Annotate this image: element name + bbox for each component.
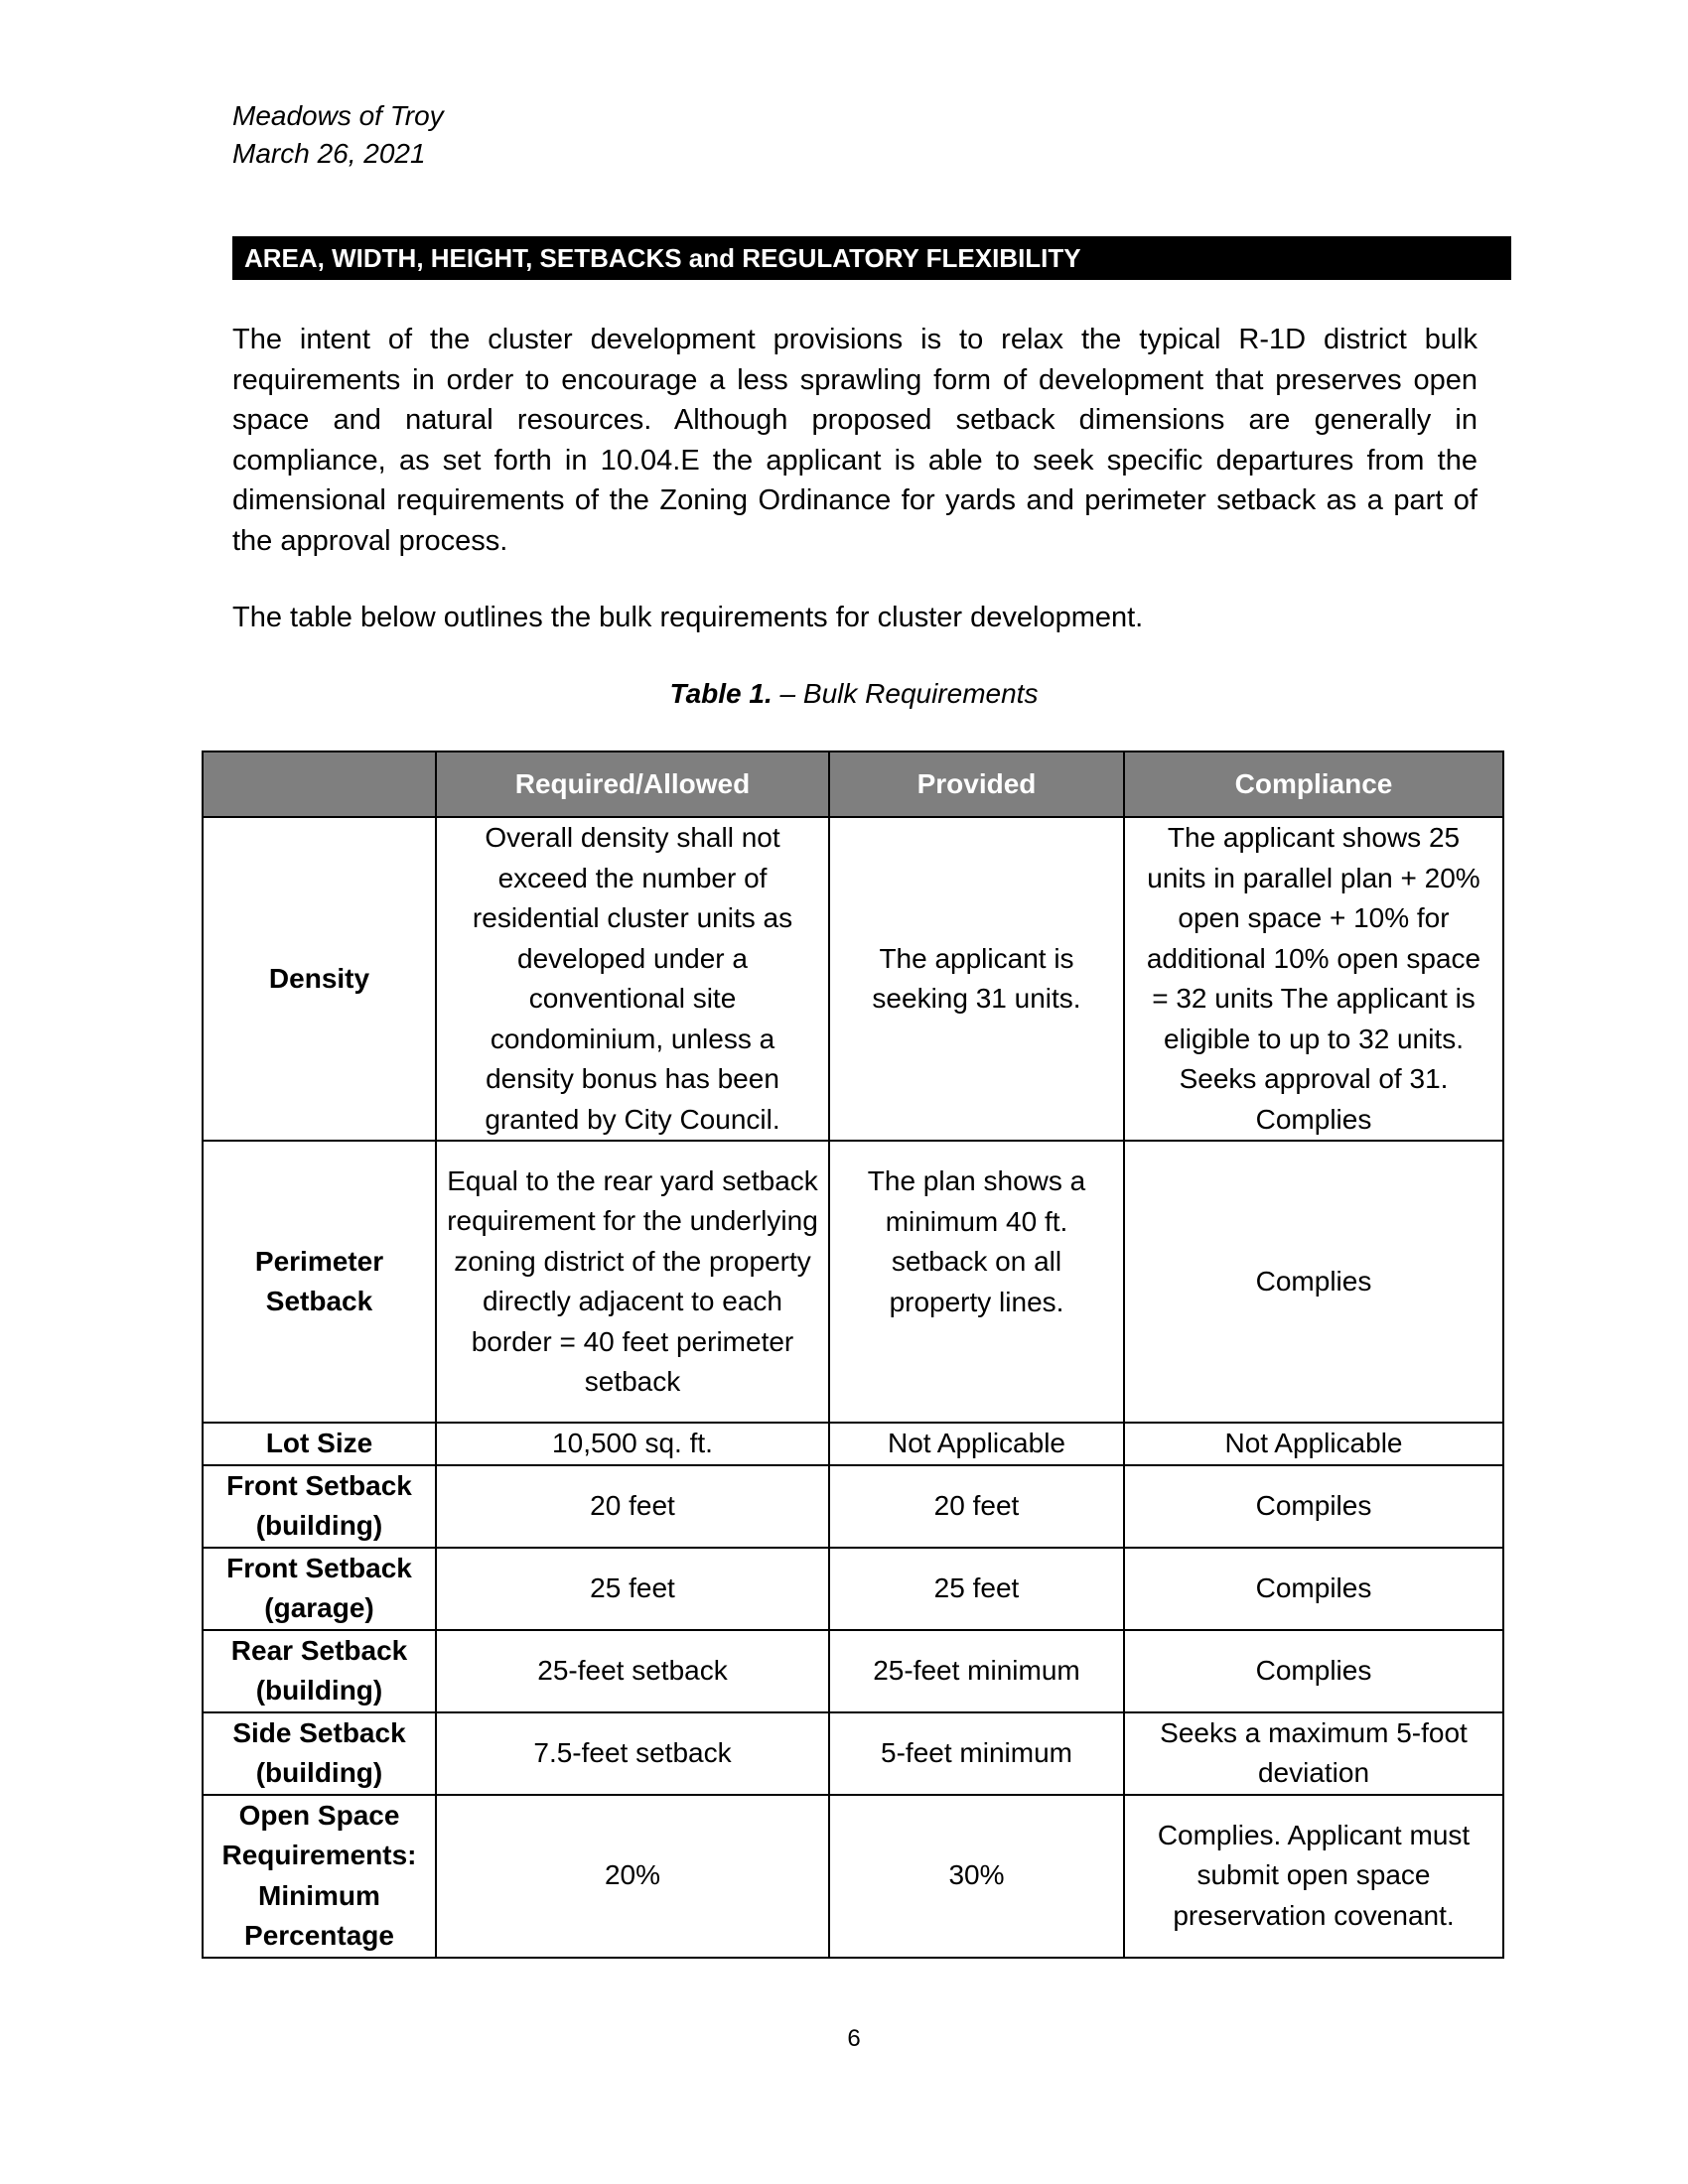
table-header-row [203, 751, 1503, 817]
row-label: Side Setback (building) [203, 1712, 436, 1795]
required-cell: Equal to the rear yard setback requirement for the underlying zoning district of the property directly adjacent to each border = 40 feet perimeter setback [436, 1141, 829, 1423]
provided-cell: 25-feet minimum [829, 1630, 1124, 1712]
compliance-cell: Complies [1124, 1141, 1503, 1423]
table-row [203, 1465, 1503, 1548]
compliance-cell: Compiles [1124, 1548, 1503, 1630]
table-row [203, 1795, 1503, 1958]
row-label: Front Setback (garage) [203, 1548, 436, 1630]
header-cell-compliance: Compliance [1124, 751, 1503, 817]
page-number: 6 [847, 2025, 861, 2052]
header-project-name: Meadows of Troy [232, 100, 444, 131]
table-intro-paragraph: The table below outlines the bulk requirements for cluster development. [232, 602, 1144, 633]
header-cell-provided: Provided [829, 751, 1124, 817]
row-label: Density [203, 817, 436, 1141]
required-cell: 25 feet [436, 1548, 829, 1630]
required-cell: Overall density shall not exceed the number of residential cluster units as developed under a conventional site condominium, unless a density bonus has been granted by City Council. [436, 817, 829, 1141]
document-header [232, 97, 444, 173]
section-title: AREA, WIDTH, HEIGHT, SETBACKS and REGULATORY FLEXIBILITY [232, 236, 1511, 280]
header-cell-required: Required/Allowed [436, 751, 829, 817]
table-caption-label: Table 1. [669, 678, 773, 709]
header-date: March 26, 2021 [232, 138, 426, 169]
compliance-cell: Not Applicable [1124, 1423, 1503, 1465]
row-label: Perimeter Setback [203, 1141, 436, 1423]
table-row [203, 817, 1503, 1141]
table-row [203, 1548, 1503, 1630]
provided-cell: Not Applicable [829, 1423, 1124, 1465]
table-row [203, 1423, 1503, 1465]
compliance-cell: Complies. Applicant must submit open space preservation covenant. [1124, 1795, 1503, 1958]
table-caption-text: – Bulk Requirements [772, 678, 1039, 709]
bulk-requirements-table [202, 751, 1504, 1959]
table-caption [0, 678, 1688, 710]
compliance-cell: Seeks a maximum 5-foot deviation [1124, 1712, 1503, 1795]
header-cell-blank [203, 751, 436, 817]
provided-cell: 30% [829, 1795, 1124, 1958]
intro-paragraph: The intent of the cluster development provisions is to relax the typical R-1D district bulk requirements in order to encourage a less sprawling form of development that preserves open space and natural resources. Although proposed setback dimensions are generally in compliance, as set forth in 10.04.E the applicant is able to seek specific departures from the dimensional requirements of the Zoning Ordinance for yards and perimeter setback as a part of the approval process. [232, 324, 1477, 557]
required-cell: 25-feet setback [436, 1630, 829, 1712]
required-cell: 20 feet [436, 1465, 829, 1548]
provided-cell: 20 feet [829, 1465, 1124, 1548]
required-cell: 7.5-feet setback [436, 1712, 829, 1795]
row-label: Open Space Requirements: Minimum Percentage [203, 1795, 436, 1958]
provided-cell: The plan shows a minimum 40 ft. setback on all property lines. [829, 1141, 1124, 1423]
table-row [203, 1712, 1503, 1795]
row-label: Front Setback (building) [203, 1465, 436, 1548]
provided-cell: The applicant is seeking 31 units. [829, 817, 1124, 1141]
required-cell: 20% [436, 1795, 829, 1958]
row-label: Lot Size [203, 1423, 436, 1465]
required-cell: 10,500 sq. ft. [436, 1423, 829, 1465]
provided-cell: 5-feet minimum [829, 1712, 1124, 1795]
compliance-cell: The applicant shows 25 units in parallel plan + 20% open space + 10% for additional 10% open space = 32 units The applicant is eligible to up to 32 units. Seeks approval of 31. Complies [1124, 817, 1503, 1141]
row-label: Rear Setback (building) [203, 1630, 436, 1712]
provided-cell: 25 feet [829, 1548, 1124, 1630]
table-row [203, 1141, 1503, 1423]
table-row [203, 1630, 1503, 1712]
compliance-cell: Compiles [1124, 1465, 1503, 1548]
compliance-cell: Complies [1124, 1630, 1503, 1712]
